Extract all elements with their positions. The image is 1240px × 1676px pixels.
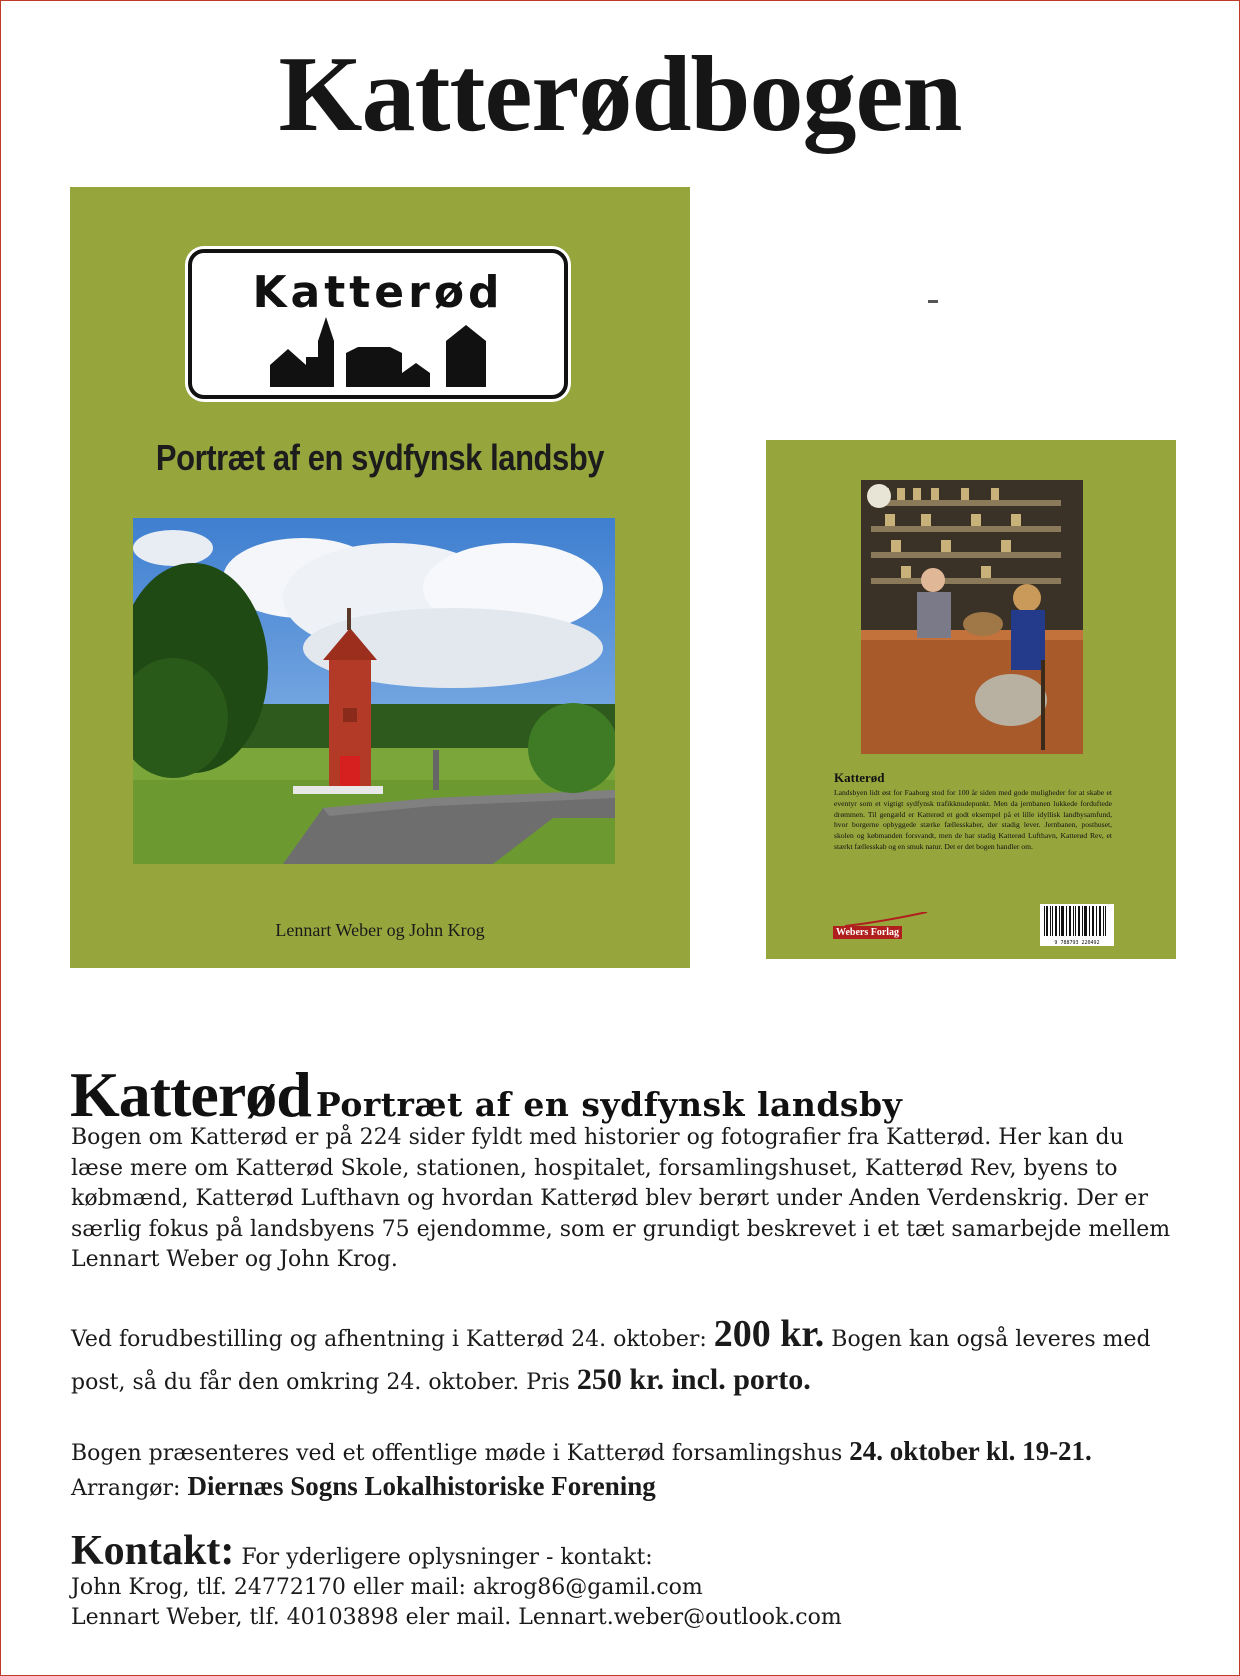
shop-interior-image <box>861 480 1083 754</box>
barcode <box>1040 904 1114 946</box>
cover-subtitle: Portræt af en sydfynsk landsby <box>155 437 605 478</box>
section-name: Katterød <box>70 1059 311 1130</box>
back-cover-blurb: Landsbyen lidt øst for Faaborg stod for 100 år siden med gode muligheder for at skabe et eventyr som et vigtigt sydfynsk trafikknudepunkt. Men da jernbanen lukkede forduftede drømmen. Til gengæld er Katterød et godt eksempel på et lille idyllisk landbysamfund, hvor borgerne opbyggede stærke fællesskaber, der stadig lever. Jernbanen, posthuset, skolen og købmanden forsvandt, men de har stadig Katterød Lufthavn, Katterød Rev, et stærkt fællesskab og en smuk natur. Det er det bogen handler om. <box>834 788 1112 851</box>
section-heading <box>70 1058 902 1132</box>
separator-dash <box>928 300 938 303</box>
section-subheading: Portræt af en sydfynsk landsby <box>315 1085 903 1124</box>
event-paragraph <box>71 1435 1181 1505</box>
intro-paragraph: Bogen om Katterød er på 224 sider fyldt med historier og fotografier fra Katterød. Her kan du læse mere om Katterød Skole, stationen, hospitalet, forsamlingshuset, Katterød Rev, byens to købmænd, Katterød Lufthavn og hvordan Katterød blev berørt under Anden Verdenskrig. Der er særlig fokus på landsbyens 75 ejendomme, som er grundigt beskrevet i et tæt samarbejde mellem Lennart Weber og John Krog. <box>71 1125 1171 1272</box>
publisher-logo <box>833 912 929 942</box>
back-cover-title: Katterød <box>834 770 885 785</box>
organizer-name: Diernæs Sogns Lokalhistoriske Forening <box>187 1471 656 1501</box>
tower-landscape-image <box>133 518 615 864</box>
contact-intro: For yderligere oplysninger - kontakt: <box>234 1545 653 1570</box>
front-cover <box>70 187 690 968</box>
page-title: Katterødbogen <box>278 35 962 154</box>
barcode-icon <box>1042 906 1108 938</box>
cover-authors: Lennart Weber og John Krog <box>275 920 485 940</box>
contact-line-lennart: Lennart Weber, tlf. 40103898 eler mail. Lennart.weber@outlook.com <box>71 1605 842 1630</box>
back-photo <box>861 480 1083 754</box>
pricing-paragraph <box>71 1314 1181 1403</box>
pricing-prefix: Ved forudbestilling og afhentning i Katterød 24. oktober: <box>71 1327 714 1352</box>
village-skyline-icon <box>270 317 486 387</box>
contact-label: Kontakt: <box>71 1528 235 1574</box>
pricing-middle: Bogen kan også leveres med post, så du får den omkring 24. oktober. Pris <box>71 1327 1151 1395</box>
contact-section <box>71 1528 1181 1633</box>
cover-photo <box>133 518 615 864</box>
price-pickup: 200 kr. <box>713 1313 825 1355</box>
barcode-number: 9 788793 220492 <box>1054 940 1100 946</box>
price-post: 250 kr. incl. porto. <box>576 1363 811 1396</box>
event-datetime: 24. oktober kl. 19-21. <box>849 1436 1092 1466</box>
organizer-label: Arrangør: <box>71 1476 188 1501</box>
publisher-name: Webers Forlag <box>833 926 902 939</box>
event-prefix: Bogen præsenteres ved et offentlige møde i Katterød forsamlingshus <box>71 1441 850 1466</box>
sign-text: Katterød <box>252 267 504 318</box>
back-cover <box>766 440 1176 959</box>
contact-line-john: John Krog, tlf. 24772170 eller mail: akrog86@gamil.com <box>71 1575 703 1600</box>
town-sign <box>188 249 568 399</box>
